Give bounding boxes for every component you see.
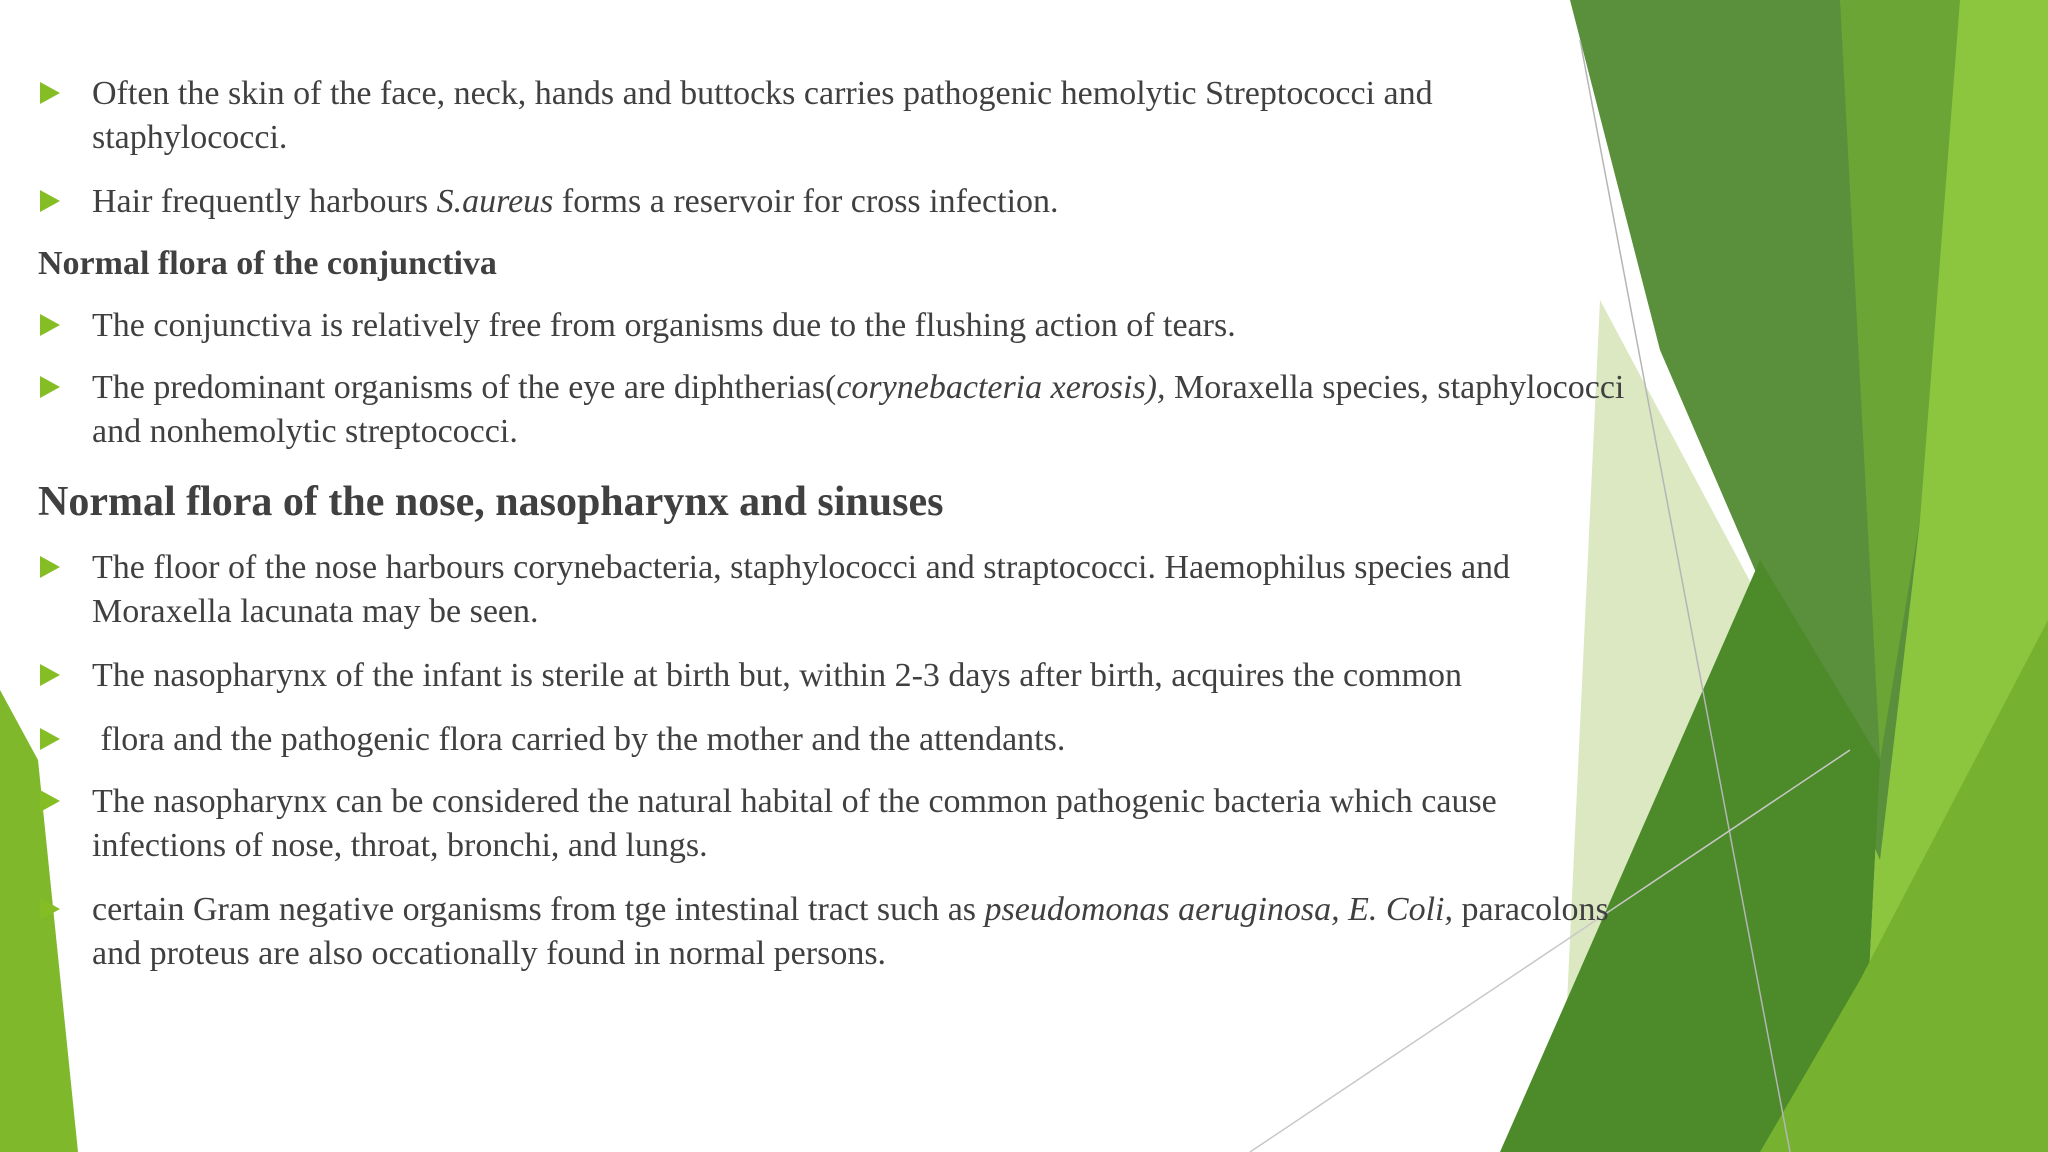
- bullet-text: The nasopharynx of the infant is sterile at birth but, within 2-3 days after birth, acquires the common: [92, 657, 1463, 694]
- bullet-arrow-icon: [40, 190, 60, 212]
- bullet-arrow-icon: [40, 790, 60, 812]
- bullet-arrow-icon: [40, 664, 60, 686]
- bullet-text: The floor of the nose harbours corynebacteria, staphylococci and straptococci. Haemophilus species and Moraxella lacunata may be seen.: [92, 549, 1511, 630]
- bullet-arrow-icon: [40, 82, 60, 104]
- bullet-text: The nasopharynx can be considered the natural habital of the common pathogenic bacteria which cause infections of nose, throat, bronchi, and lungs.: [92, 783, 1497, 864]
- bullet-arrow-icon: [40, 376, 60, 398]
- bullet-arrow-icon: [40, 556, 60, 578]
- bullet-text: certain Gram negative organisms from tge intestinal tract such as pseudomonas aeruginosa, E. Coli, paracolons and proteus are also occationally found in normal persons.: [92, 891, 1609, 972]
- bullet-text: The conjunctiva is relatively free from organisms due to the flushing action of tears.: [92, 307, 1236, 344]
- bullet-arrow-icon: [40, 314, 60, 336]
- bullet-text: Hair frequently harbours S.aureus forms a reservoir for cross infection.: [92, 183, 1059, 220]
- conjunctiva-heading: Normal flora of the conjunctiva: [38, 245, 497, 282]
- nose-heading: Normal flora of the nose, nasopharynx and sinuses: [38, 479, 944, 525]
- bullet-arrow-icon: [40, 898, 60, 920]
- bullet-text: Often the skin of the face, neck, hands and buttocks carries pathogenic hemolytic Streptococci and staphylococci.: [92, 75, 1433, 156]
- bullet-arrow-icon: [40, 728, 60, 750]
- bullet-text: The predominant organisms of the eye are diphtherias(corynebacteria xerosis), Moraxella species, staphylococci and nonhemolytic streptococci.: [92, 369, 1625, 450]
- bullet-text: flora and the pathogenic flora carried by the mother and the attendants.: [92, 721, 1066, 758]
